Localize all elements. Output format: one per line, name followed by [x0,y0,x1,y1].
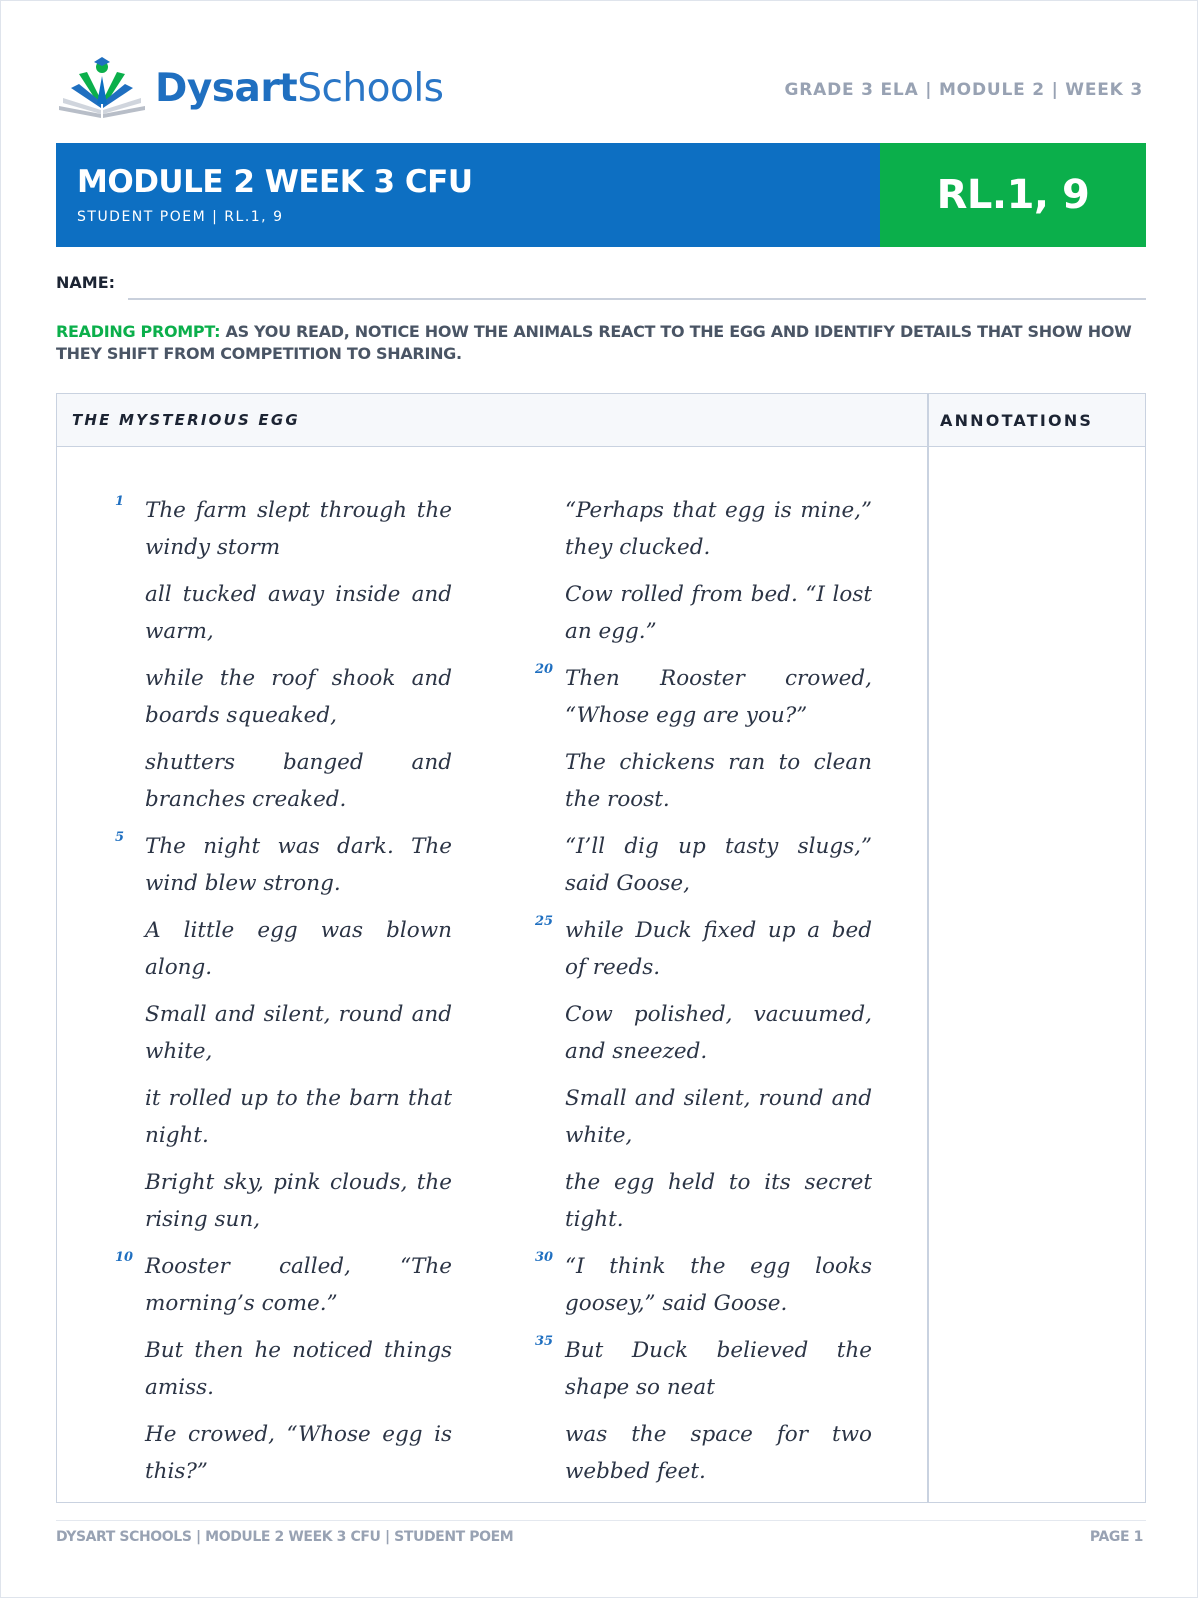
banner-title: MODULE 2 WEEK 3 CFU [77,164,473,200]
grade-module-week-label: GRADE 3 ELA | MODULE 2 | WEEK 3 [784,80,1143,100]
poem-title: THE MYSTERIOUS EGG [72,411,300,429]
dysart-schools-logo [57,53,444,123]
poem-table-header [57,394,1145,447]
line-number: 35 [535,1334,554,1349]
poem-line [145,1332,452,1406]
reading-prompt-text: AS YOU READ, NOTICE HOW THE ANIMALS REACT TO THE EGG AND IDENTIFY DETAILS THAT SHOW HOW THEY SHIFT FROM COMPETITION TO SHARING. [56,322,1132,363]
banner-subtitle: STUDENT POEM | RL.1, 9 [77,209,284,226]
line-number: 10 [115,1250,134,1265]
poem-column-left [115,492,452,1500]
logo-wordmark-bold: Dysart [155,65,298,111]
poem-line-text: The chickens ran to clean the roost. [565,750,872,812]
poem-line [145,576,452,650]
poem-line [145,1164,452,1238]
banner-title-block [56,143,880,247]
standard-code: RL.1, 9 [936,172,1090,218]
line-number: 20 [535,662,554,677]
poem-column-right [535,492,872,1500]
poem-line [145,996,452,1070]
line-number: 5 [115,830,125,845]
poem-line [565,492,872,566]
annotations-header: ANNOTATIONS [940,411,1094,430]
poem-line-text: The night was dark. The wind blew strong. [145,834,452,896]
poem-line-text: Bright sky, pink clouds, the rising sun, [145,1170,452,1232]
title-banner [56,143,1146,247]
poem-line-text: Rooster called, “The morning’s come.” [145,1254,452,1316]
logo-wordmark [155,65,444,111]
poem-line-text: But then he noticed things amiss. [145,1338,452,1400]
poem-line-text: while the roof shook and boards squeaked, [145,666,452,728]
poem-line-text: all tucked away inside and warm, [145,582,452,644]
poem-line-text: “Perhaps that egg is mine,” they clucked. [565,498,872,560]
page-number: PAGE 1 [1089,1529,1143,1545]
poem-line [565,996,872,1070]
poem-line-text: Cow polished, vacuumed, and sneezed. [565,1002,872,1064]
poem-line-text: A little egg was blown along. [145,918,452,980]
poem-line [565,828,872,902]
column-divider [927,394,929,1502]
poem-line [145,744,452,818]
poem-line-text: “I’ll dig up tasty slugs,” said Goose, [565,834,872,896]
poem-line [565,1416,872,1490]
logo-wordmark-light: Schools [297,65,444,111]
poem-line-text: Then Rooster crowed, “Whose egg are you?” [565,666,872,728]
poem-line [565,1164,872,1238]
poem-line-text: the egg held to its secret tight. [565,1170,872,1232]
poem-line [115,492,452,566]
poem-line-text: Cow rolled from bed. “I lost an egg.” [565,582,872,644]
poem-line [535,1332,872,1406]
poem-line [145,1416,452,1490]
line-number: 30 [535,1250,554,1265]
poem-line [145,1080,452,1154]
poem-line-text: But Duck believed the shape so neat [565,1338,872,1400]
line-number: 25 [535,914,554,929]
footer-divider [56,1520,1146,1521]
poem-line-text: “I think the egg looks goosey,” said Goose. [565,1254,872,1316]
footer-text: DYSART SCHOOLS | MODULE 2 WEEK 3 CFU | STUDENT POEM [56,1529,514,1545]
poem-line [565,576,872,650]
poem-line [115,828,452,902]
poem-line [535,660,872,734]
poem-line [145,912,452,986]
poem-line-text: He crowed, “Whose egg is this?” [145,1422,452,1484]
poem-line-text: while Duck fixed up a bed of reeds. [565,918,872,980]
poem-line [115,1248,452,1322]
reading-prompt [56,321,1148,365]
name-label: NAME: [56,273,116,292]
poem-line-text: Small and silent, round and white, [565,1086,872,1148]
poem-line [535,912,872,986]
reading-prompt-key: READING PROMPT: [56,322,221,341]
poem-line [535,1248,872,1322]
poem-line-text: Small and silent, round and white, [145,1002,452,1064]
book-logo-icon [57,54,147,122]
poem-line [565,1080,872,1154]
poem-table [56,393,1146,1503]
poem-line-text: shutters banged and branches creaked. [145,750,452,812]
standard-badge [880,143,1146,247]
poem-line-text: was the space for two webbed feet. [565,1422,872,1484]
poem-line [145,660,452,734]
poem-line [565,744,872,818]
poem-line-text: The farm slept through the windy storm [145,498,452,560]
poem-line-text: it rolled up to the barn that night. [145,1086,452,1148]
name-write-line[interactable] [128,298,1146,300]
line-number: 1 [115,494,125,509]
